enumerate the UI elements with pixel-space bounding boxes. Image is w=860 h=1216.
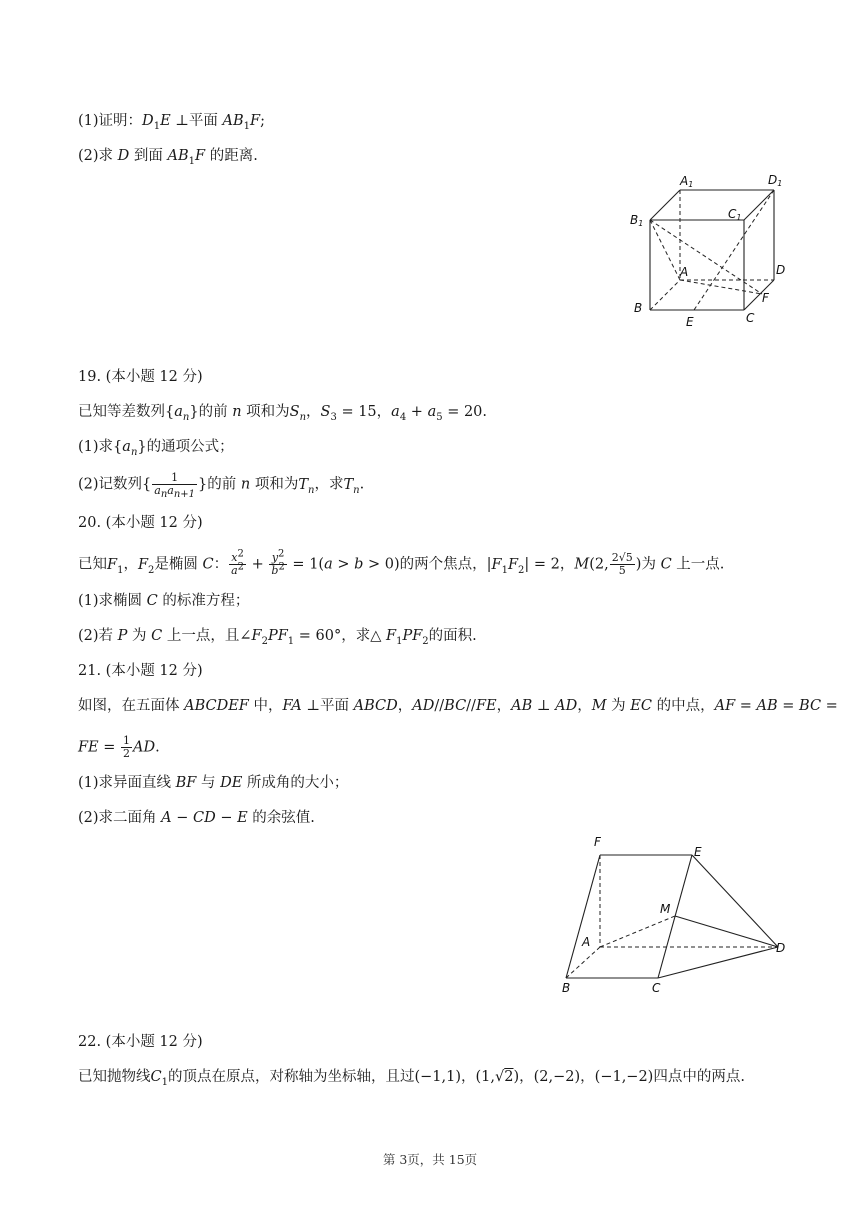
math: BC — [799, 698, 822, 714]
math: DE — [220, 775, 243, 791]
math: $S_3$ — [320, 404, 337, 423]
math: ABCD — [353, 698, 398, 714]
label-F: F — [594, 835, 601, 849]
q20-part2: (2)若 P 为 C 上一点，且$\angle F_2PF_1 = 60^\circ$，求△ $F_1PF_2$的面积. — [78, 628, 477, 647]
fraction: $\frac{x^2}{a^2}$ — [231, 548, 245, 577]
label-A: A — [582, 935, 591, 949]
math: M — [574, 556, 590, 573]
math: $F_2PF_1$ — [251, 628, 295, 647]
label-B: B — [634, 301, 643, 315]
label-D1: D1 — [768, 173, 783, 188]
math: BF — [175, 775, 197, 791]
math: $S_n$ — [289, 404, 307, 423]
fraction: $\frac{1}{a_na_{n+1}}$ — [154, 471, 196, 501]
q22-header: 22. (本小题 12 分) — [78, 1034, 203, 1050]
math: FE — [475, 698, 497, 714]
fraction: $\frac{1}{2}$ — [123, 734, 131, 760]
math: D — [117, 148, 130, 164]
q18-part1: (1)证明：$D_1E$ ⊥平面 $AB_1F$; — [78, 113, 265, 132]
q21-stem-line2: FE = $\frac{1}{2}$ AD. — [78, 734, 160, 760]
q19-stem: 已知等差数列$\{a_n\}$的前 n 项和为$S_n$，$S_3 = 15$，$a_4 + a_5 = 20$. — [78, 404, 488, 423]
label-D: D — [776, 263, 786, 277]
q21-part1: (1)求异面直线 BF 与 DE 所成角的大小； — [78, 775, 349, 791]
label-E: E — [686, 315, 694, 329]
page-footer: 第 3页，共 15页 — [382, 1152, 478, 1167]
math: a — [324, 556, 333, 573]
math: $T_n$ — [298, 476, 315, 496]
math: AD — [412, 698, 435, 714]
label-E: E — [694, 845, 702, 859]
q20-header: 20. (本小题 12 分) — [78, 515, 203, 531]
math: BC — [444, 698, 467, 714]
sqrt2: √2 — [495, 1069, 514, 1085]
math: $D_1E$ — [142, 113, 176, 132]
math: EC — [630, 698, 652, 714]
label-C1: C1 — [728, 207, 742, 222]
math: $a_4 + a_5$ — [391, 404, 443, 423]
math: AB — [511, 698, 533, 714]
math: b — [354, 556, 364, 573]
math: C — [660, 556, 672, 573]
q19-header: 19. (本小题 12 分) — [78, 369, 203, 385]
math: C — [146, 593, 158, 609]
math: C — [202, 556, 214, 573]
label-C: C — [746, 311, 755, 325]
math: A − CD − E — [161, 810, 248, 826]
label-F: F — [762, 291, 769, 305]
math: $C_1$ — [150, 1069, 168, 1088]
math: AF — [714, 698, 736, 714]
math: $F_2$ — [137, 556, 155, 576]
cube-figure — [624, 168, 794, 338]
math: C — [151, 628, 163, 644]
label-M: M — [660, 902, 671, 916]
q19-part1: (1)求$\{a_n\}$的通项公式； — [78, 439, 234, 458]
label-A1: A1 — [680, 174, 694, 189]
math: n — [240, 476, 251, 493]
q18-part2: (2)求 D 到面 $AB_1F$ 的距离. — [78, 148, 258, 167]
math: $T_n$ — [343, 476, 360, 496]
math: $F_1F_2$ — [491, 556, 525, 576]
q22-stem: 已知抛物线$C_1$的顶点在原点，对称轴为坐标轴，且过(−1,1)，(1,√2)，(2,−2)，(−1,−2)四点中的两点. — [78, 1069, 745, 1088]
label-C: C — [652, 981, 661, 995]
math: AB — [756, 698, 778, 714]
math: $a_n$ — [174, 404, 190, 423]
math: AD — [555, 698, 578, 714]
math: $AB_1F$ — [222, 113, 261, 132]
q21-part2: (2)求二面角 A − CD − E 的余弦值. — [78, 810, 315, 826]
math: M — [591, 698, 607, 714]
math: FE — [78, 739, 99, 756]
fraction: $\frac{y^2}{b^2}$ — [271, 548, 285, 577]
math: $F_1PF_2$ — [386, 628, 429, 647]
math: FA — [282, 698, 307, 714]
fraction: $\frac{2√5}{5}$ — [611, 551, 633, 577]
pentahedron-figure — [552, 830, 802, 1002]
math: $a_n$ — [122, 439, 138, 458]
q19-part2: (2)记数列{ $\frac{1}{a_na_{n+1}}$ }的前 n 项和为$T_n$，求$T_n$. — [78, 471, 365, 501]
q21-stem-line1: 如图，在五面体 ABCDEF 中，FA ⊥平面 ABCD，AD//BC//FE，AB ⊥ AD，M 为 EC 的中点，AF = AB = BC = — [78, 698, 838, 714]
q20-stem: 已知$F_1$，$F_2$是椭圆 C： $\frac{x^2}{a^2}$ + $\frac{y^2}{b^2}$ = 1(a > b > 0)的两个焦点，$|F_1F_2| = 2$，M(2, $\frac{2√5}{5}$ )为 C 上一点. — [78, 548, 725, 577]
label-B: B — [562, 981, 571, 995]
math: ABCDEF — [184, 698, 249, 714]
math: AD — [133, 739, 156, 756]
q20-part1: (1)求椭圆 C 的标准方程； — [78, 593, 250, 609]
math: n — [232, 404, 242, 420]
math: $AB_1F$ — [167, 148, 206, 167]
label-A: A — [680, 265, 689, 279]
label-D: D — [776, 941, 786, 955]
label-B1: B1 — [630, 213, 644, 228]
q21-header: 21. (本小题 12 分) — [78, 663, 203, 679]
math: $F_1$ — [107, 556, 124, 576]
math: P — [117, 628, 128, 644]
